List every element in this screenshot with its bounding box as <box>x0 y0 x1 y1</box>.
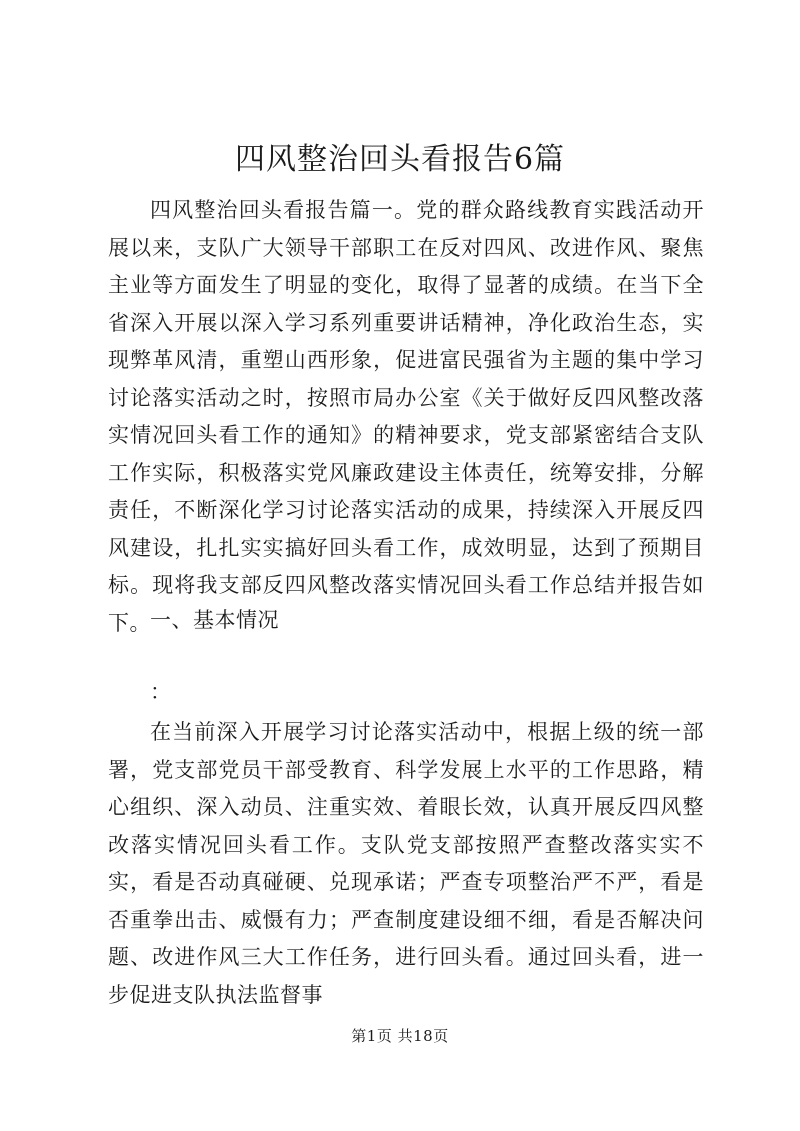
section-heading-basic-situation: 一、基本情况 <box>150 608 279 632</box>
document-title: 四风整治回头看报告6篇 <box>234 142 566 177</box>
intro-paragraph: 四风整治回头看报告篇一。党的群众路线教育实践活动开展以来，支队广大领导干部职工在反对四风、改进作风、聚焦主业等方面发生了明显的变化，取得了显著的成绩。在当下全省深入开展以深入学习系列重要讲话精神，净化政治生态，实现弊革风清，重塑山西形象，促进富民强省为主题的集中学习讨论落实活动之时，按照市局办公室《关于做好反四风整改落实情况回头看工作的通知》的精神要求，党支部紧密结合支队工作实际，积极落实党风廉政建设主体责任，统筹安排，分解责任，不断深化学习讨论落实活动的成果，持续深入开展反四风建设，扎扎实实搞好回头看工作，成效明显，达到了预期目标。现将我支部反四风整改落实情况回头看工作总结并报告如下。 <box>108 198 704 635</box>
section-paragraph: 在当前深入开展学习讨论落实活动中，根据上级的统一部署，党支部党员干部受教育、科学发展上水平的工作思路，精心组织、深入动员、注重实效、着眼长效，认真开展反四风整改落实情况回头看工作。支队党支部按照严查整改落实实不实，看是否动真碰硬、兑现承诺；严查专项整治严不严，看是否重拳出击、威慑有力；严查制度建设细不细，看是否解决问题、改进作风三大工作任务，进行回头看。通过回头看，进一步促进支队执法监督事 <box>108 720 704 1007</box>
colon-line: ： <box>150 680 172 704</box>
page-footer: 第1页 共18页 <box>351 1027 449 1045</box>
